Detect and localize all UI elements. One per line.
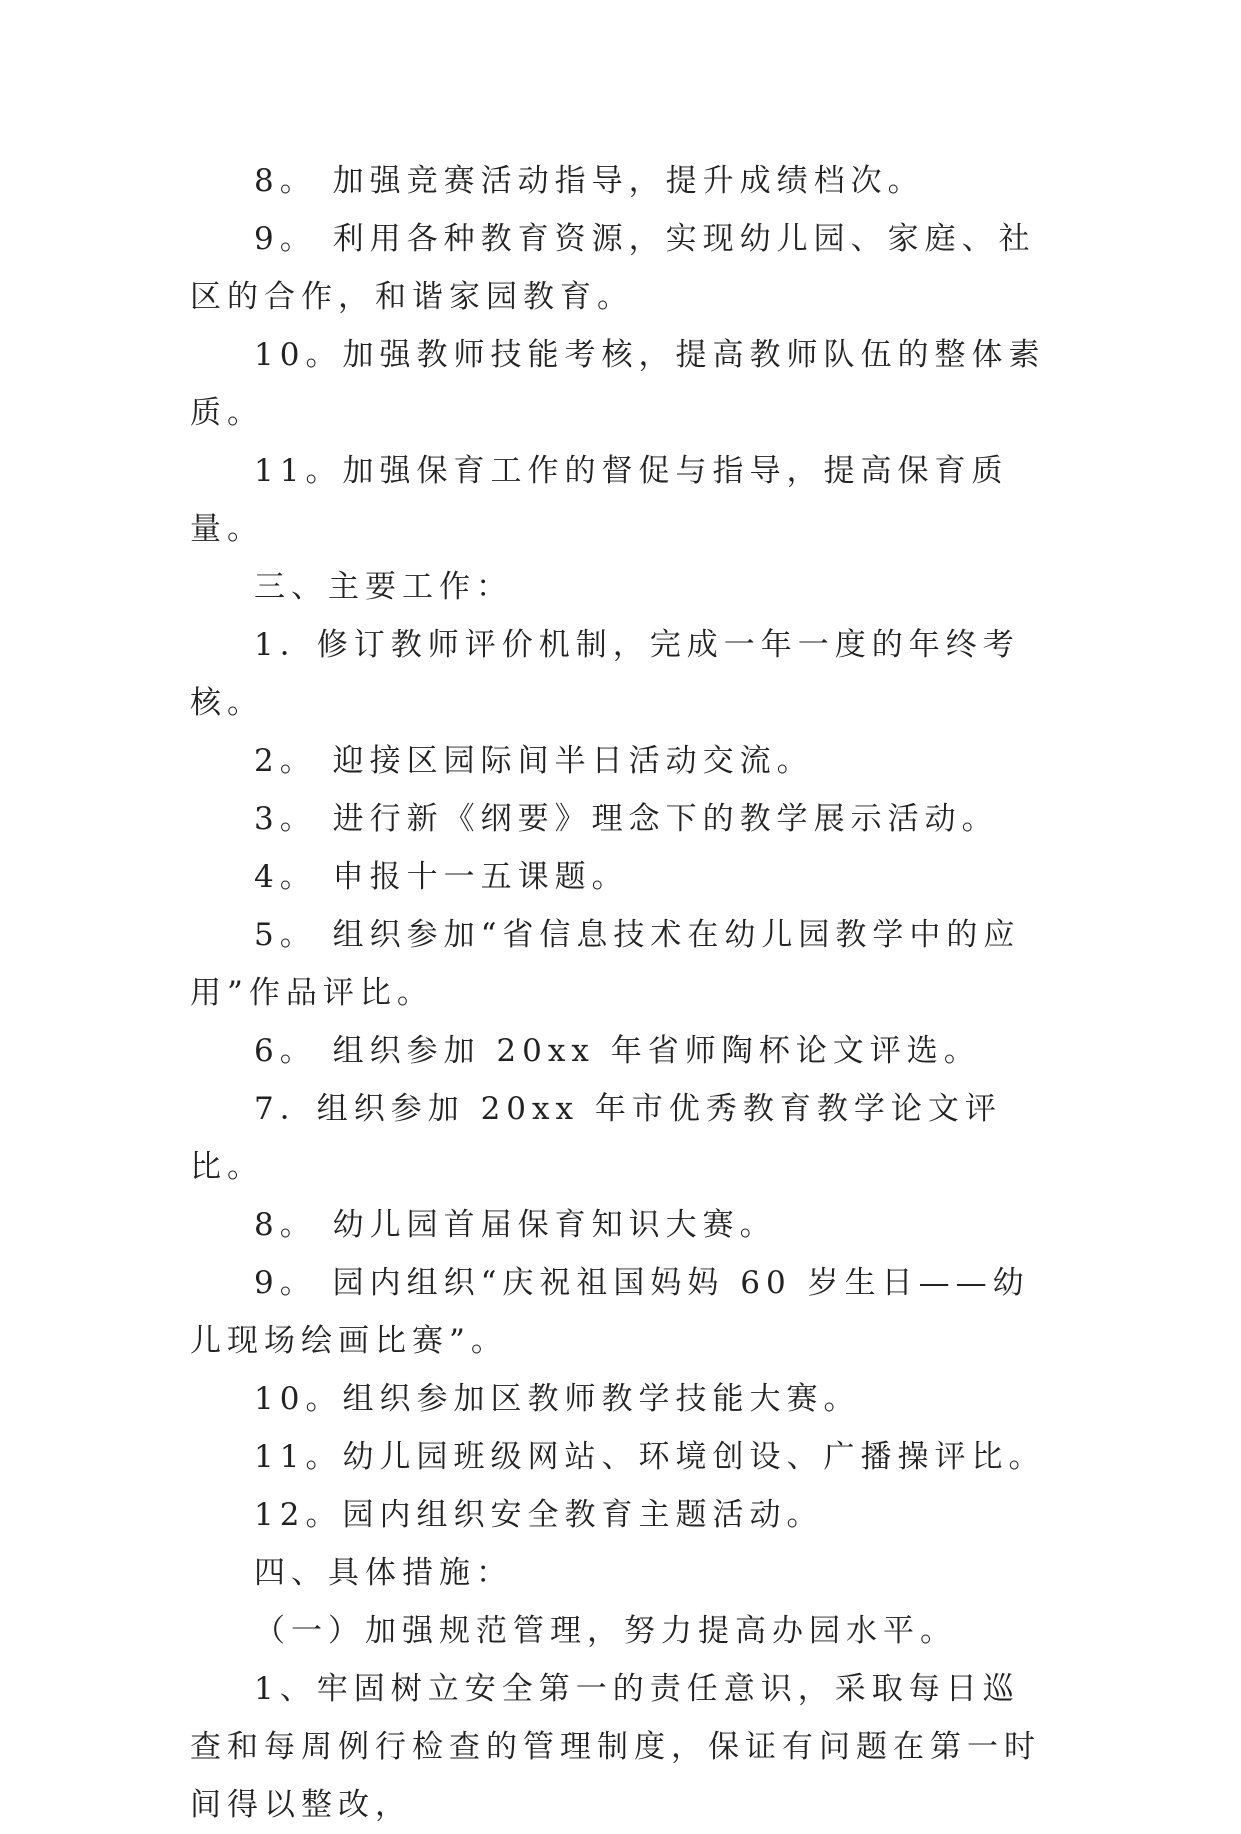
work-item-9: 9。 园内组织“庆祝祖国妈妈 60 岁生日——幼儿现场绘画比赛”。	[190, 1265, 1030, 1359]
section-heading-main-work: 三、主要工作：	[254, 569, 513, 605]
measure-item-1: 1、牢固树立安全第一的责任意识，采取每日巡查和每周例行检查的管理制度，保证有问题在第一时间得以整改，	[190, 1671, 1041, 1823]
work-item-11: 11。幼儿园班级网站、环境创设、广播操评比。	[254, 1439, 1046, 1475]
section-heading-measures: 四、具体措施：	[254, 1555, 513, 1591]
work-item-8: 8。 幼儿园首届保育知识大赛。	[254, 1207, 777, 1243]
work-item-6: 6。 组织参加 20xx 年省师陶杯论文评选。	[254, 1033, 981, 1069]
paragraph-item-8-contest: 8。 加强竞赛活动指导，提升成绩档次。	[254, 163, 925, 199]
work-item-5: 5。 组织参加“省信息技术在幼儿园教学中的应用”作品评比。	[190, 917, 1021, 1011]
subsection-heading-management: （一）加强规范管理，努力提高办园水平。	[254, 1613, 957, 1649]
paragraph-item-10-assessment: 10。加强教师技能考核，提高教师队伍的整体素质。	[190, 337, 1046, 431]
document-body	[190, 152, 1050, 1834]
work-item-1: 1．修订教师评价机制，完成一年一度的年终考核。	[190, 627, 1020, 721]
paragraph-item-11-childcare: 11。加强保育工作的督促与指导，提高保育质量。	[190, 453, 1009, 547]
work-item-4: 4。 申报十一五课题。	[254, 859, 629, 895]
work-item-12: 12。园内组织安全教育主题活动。	[254, 1497, 824, 1533]
work-item-3: 3。 进行新《纲要》理念下的教学展示活动。	[254, 801, 999, 837]
work-item-2: 2。 迎接区园际间半日活动交流。	[254, 743, 814, 779]
paragraph-item-9-resources: 9。 利用各种教育资源，实现幼儿园、家庭、社区的合作，和谐家园教育。	[190, 221, 1036, 315]
work-item-10: 10。组织参加区教师教学技能大赛。	[254, 1381, 861, 1417]
work-item-7: 7．组织参加 20xx 年市优秀教育教学论文评比。	[190, 1091, 1002, 1185]
